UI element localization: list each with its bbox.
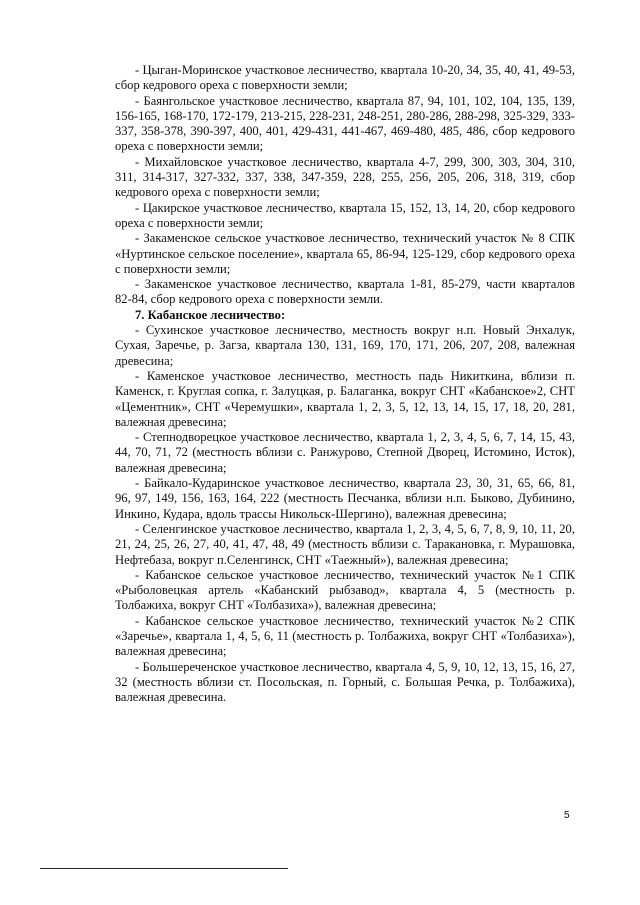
paragraph-tsakirskoe: - Цакирское участковое лесничество, квартала 15, 152, 13, 14, 20, сбор кедрового ореха с поверхности земли;: [115, 200, 575, 230]
paragraph-kabanskoe-uchastok-1: - Кабанское сельское участковое лесничество, технический участок №1 СПК «Рыболовецкая артель «Кабанский рыбзавод», квартала 4, 5 (местность р. Толбажиха, вокруг СНТ «Толбазиха»), валежная древесина;: [115, 567, 575, 613]
paragraph-sukhinskoe: - Сухинское участковое лесничество, местность вокруг н.п. Новый Энхалук, Сухая, Заречье, р. Загза, квартала 130, 131, 169, 170, 171, 206, 207, 208, валежная древесина;: [115, 323, 575, 368]
paragraph-bayangolskoe: - Баянгольское участковое лесничество, квартала 87, 94, 101, 102, 104, 135, 139, 156-165, 168-170, 172-179, 213-215, 228-231, 248-251, 280-286, 288-298, 325-329, 333-337, 358-378, 390-397, 400, 401, 429-431, 441-467, 469-480, 485, 486, сбор кедрового ореха с поверхности земли;: [115, 93, 575, 154]
paragraph-mikhaylovskoe: - Михайловское участковое лесничество, квартала 4-7, 299, 300, 303, 304, 310, 311, 314-317, 327-332, 337, 338, 347-359, 228, 255, 256, 205, 206, 318, 319, сбор кедрового ореха с поверхности земли;: [115, 154, 575, 200]
paragraph-zakamenskoe-selskoe: - Закаменское сельское участковое лесничество, технический участок № 8 СПК «Нуртинское сельское поселение», квартала 65, 86-94, 125-129, сбор кедрового ореха с поверхности земли;: [115, 231, 575, 276]
paragraph-baykalo-kudarinskoe: - Байкало-Кударинское участковое лесничество, квартала 23, 30, 31, 65, 66, 81, 96, 97, 149, 156, 163, 164, 222 (местность Песчанка, вблизи н.п. Быково, Дубинино, Инкино, Кудара, вдоль трассы Никольск-Шергино), валежная древесина;: [115, 476, 575, 521]
paragraph-kamenskoe: - Каменское участковое лесничество, местность падь Никиткина, вблизи п. Каменск, г. Круглая сопка, г. Залуцкая, р. Балаганка, вокруг СНТ «Кабанское»2, СНТ «Цементник», СНТ «Черемушки», квартала 1, 2, 3, 5, 12, 13, 14, 15, 17, 18, 20, 281, валежная древесина;: [115, 368, 575, 429]
paragraph-bolsherechenskoe: - Большереченское участковое лесничество, квартала 4, 5, 9, 10, 12, 13, 15, 16, 27, 32 (местность вблизи ст. Посольская, п. Горный, с. Большая Речка, р. Толбажиха), валежная древесина.: [115, 659, 575, 705]
paragraph-kabanskoe-uchastok-2: - Кабанское сельское участковое лесничество, технический участок №2 СПК «Заречье», квартала 1, 4, 5, 6, 11 (местность р. Толбажиха, вокруг СНТ «Толбазиха»), валежная древесина;: [115, 613, 575, 659]
page-number: 5: [564, 810, 570, 821]
paragraph-zakamenskoe: - Закаменское участковое лесничество, квартала 1-81, 85-279, части кварталов 82-84, сбор кедрового ореха с поверхности земли.: [115, 277, 575, 307]
section-heading: 7. Кабанское лесничество:: [135, 307, 286, 322]
paragraph-selenginskoe: - Селенгинское участковое лесничество, квартала 1, 2, 3, 4, 5, 6, 7, 8, 9, 10, 11, 20, 21, 24, 25, 26, 27, 40, 41, 47, 48, 49 (местность вблизи с. Таракановка, г. Мурашовка, Нефтебаза, вокруг п.Селенгинск, СНТ «Таежный»), валежная древесина;: [115, 521, 575, 567]
paragraph-tsygan-morinskoe: - Цыган-Моринское участковое лесничество, квартала 10-20, 34, 35, 40, 41, 49-53, сбор кедрового ореха с поверхности земли;: [115, 63, 575, 93]
paragraph-stepnodvoretskoe: - Степнодворецкое участковое лесничество, квартала 1, 2, 3, 4, 5, 6, 7, 14, 15, 43, 44, 70, 71, 72 (местность вблизи с. Ранжурово, Степной Дворец, Истомино, Исток), валежная древесина;: [115, 430, 575, 475]
footnote-divider: [40, 868, 288, 869]
document-body: [115, 63, 575, 705]
